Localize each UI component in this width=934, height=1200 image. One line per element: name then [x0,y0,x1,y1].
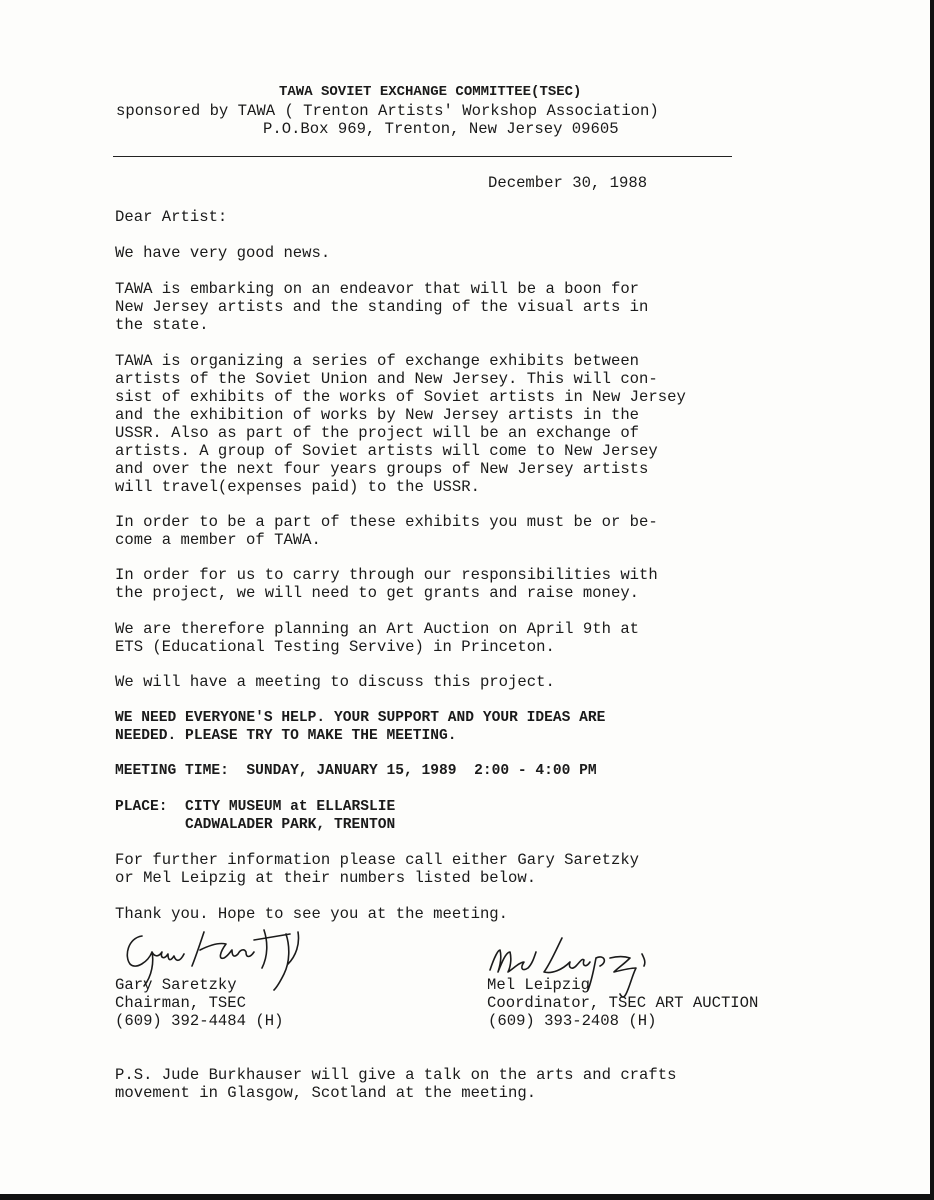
paragraph-endeavor: TAWA is embarking on an endeavor that will be a boon for New Jersey artists and the standing of the visual arts in the state. [115,280,649,334]
paragraph-thanks: Thank you. Hope to see you at the meeting. [115,905,509,923]
paragraph-contact: For further information please call either Gary Saretzky or Mel Leipzig at their numbers listed below. [115,851,640,887]
signer-right-name: Mel Leipzig [487,976,590,994]
paragraph-help: WE NEED EVERYONE'S HELP. YOUR SUPPORT AND YOUR IDEAS ARE NEEDED. PLEASE TRY TO MAKE THE MEETING. [115,710,606,744]
signer-left-title: Chairman, TSEC [115,994,247,1012]
letterhead-title: TAWA SOVIET EXCHANGE COMMITTEE(TSEC) [279,84,582,100]
meeting-time: MEETING TIME: SUNDAY, JANUARY 15, 1989 2:00 - 4:00 PM [115,763,597,779]
postscript: P.S. Jude Burkhauser will give a talk on the arts and crafts movement in Glasgow, Scotland at the meeting. [115,1066,677,1102]
signer-left-name: Gary Saretzky [115,976,237,994]
signer-right-title: Coordinator, TSEC ART AUCTION [487,994,759,1012]
paragraph-membership: In order to be a part of these exhibits you must be or be- come a member of TAWA. [115,513,658,549]
paragraph-good-news: We have very good news. [115,244,331,262]
salutation: Dear Artist: [115,208,228,226]
signer-right-phone: (609) 393-2408 (H) [488,1012,657,1030]
meeting-place: PLACE: CITY MUSEUM at ELLARSLIE CADWALADER PARK, TRENTON [115,799,396,833]
letter-date: December 30, 1988 [488,174,648,192]
paragraph-grants: In order for us to carry through our responsibilities with the project, we will need to get grants and raise money. [115,566,658,602]
signer-left-phone: (609) 392-4484 (H) [115,1012,284,1030]
letterhead-sponsor: sponsored by TAWA ( Trenton Artists' Workshop Association) [116,102,659,120]
paragraph-exchange: TAWA is organizing a series of exchange exhibits between artists of the Soviet Union and New Jersey. This will con- sist of exhibits of the works of Soviet artists in New Jersey and the exhibition of works by New Jersey artists in the USSR. Also as part of the project will be an exchange of artists. A group of Soviet artists will come to New Jersey and over the next four years groups of New Jersey artists will travel(expenses paid) to the USSR. [115,352,686,496]
paragraph-auction: We are therefore planning an Art Auction on April 9th at ETS (Educational Testing Servive) in Princeton. [115,620,640,656]
paragraph-meeting: We will have a meeting to discuss this project. [115,673,555,691]
letterhead-address: P.O.Box 969, Trenton, New Jersey 09605 [263,120,619,138]
